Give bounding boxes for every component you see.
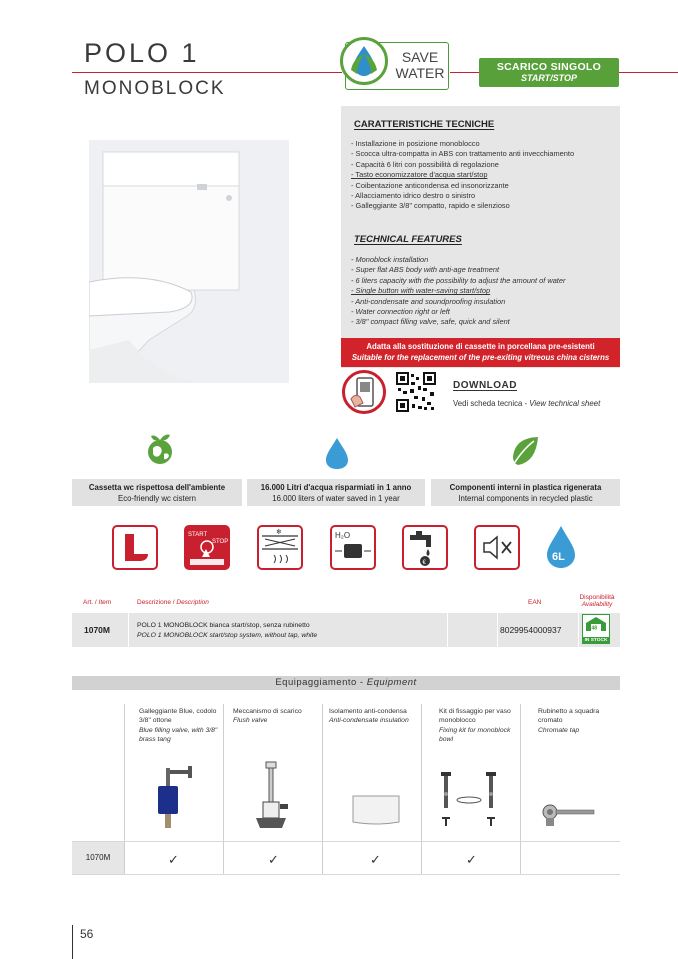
equipment-item-code: 1070M	[72, 842, 124, 874]
check-icon: ✓	[268, 852, 279, 867]
specs-list-it	[351, 139, 616, 212]
page-number: 56	[80, 927, 94, 941]
col-header-item	[83, 599, 111, 606]
item-description	[137, 621, 317, 640]
leaf-icon	[508, 434, 542, 468]
equipment-item-label-en: Fixing kit for monoblock bowl	[439, 726, 511, 744]
water-drop-icon	[320, 436, 354, 470]
col-header-availability-label-en: Availability	[581, 601, 613, 608]
list-item: - Allacciamento idrico destro o sinistro	[351, 191, 616, 201]
h2o-insulation-icon	[330, 525, 376, 570]
capacity-label: 6L	[552, 551, 565, 563]
warehouse-icon	[585, 616, 607, 632]
technical-sheet-label-en: View technical sheet	[529, 399, 601, 408]
in-stock-label: IN STOCK	[584, 638, 608, 643]
water-saving-tap-icon	[402, 525, 448, 570]
equipment-item-label: Isolamento anti-condensa	[329, 708, 407, 715]
h2o-label: H₂O	[335, 531, 351, 540]
equipment-item-label: Meccanismo di scarico	[233, 708, 302, 715]
col-header-ean: EAN	[528, 599, 542, 606]
ean-code: 8029954000937	[500, 625, 562, 635]
anti-condensate-icon	[257, 525, 303, 570]
equipment-header	[72, 676, 620, 690]
page-number-rule	[72, 925, 73, 959]
list-item: - Galleggiante 3/8" compatto, rapido e silenzioso	[351, 201, 616, 211]
flush-mode-label: START/STOP	[520, 73, 577, 83]
save-water-logo	[340, 37, 388, 85]
chrome-tap-image	[538, 798, 598, 830]
col-header-availability-label: Disponibilità	[579, 594, 615, 601]
qr-code-icon[interactable]	[396, 372, 436, 412]
list-item: - Super flat ABS body with anti-age treatment	[351, 265, 616, 275]
save-label: SAVE	[401, 49, 439, 65]
col-header-description-label: Descrizione /	[137, 599, 177, 606]
technical-specs-panel	[341, 106, 620, 368]
list-item: - 3/8" compact filling valve, safe, quick and silent	[351, 317, 616, 327]
filling-valve-image	[152, 762, 202, 832]
col-header-description	[137, 599, 209, 606]
save-water-badge	[345, 42, 449, 90]
item-description-it: POLO 1 MONOBLOCK bianca start/stop, senza rubinetto	[137, 622, 310, 629]
technical-sheet-label-it: Vedi scheda tecnica -	[453, 399, 530, 408]
equipment-item	[439, 707, 517, 745]
specs-heading-it: CARATTERISTICHE TECNICHE	[354, 119, 495, 130]
check-icon: ✓	[466, 852, 477, 867]
start-stop-icon	[184, 525, 230, 570]
start-label: START	[188, 532, 208, 538]
flush-type-badge	[479, 58, 619, 87]
insulation-image	[350, 792, 402, 828]
equipment-title-en: Equipment	[366, 677, 417, 688]
list-item: - Anti-condensate and soundproofing insulation	[351, 297, 616, 307]
list-item: - Tasto economizzatore d'acqua start/stop	[351, 170, 616, 180]
smartphone-scan-icon[interactable]	[342, 370, 386, 414]
col-header-availability	[576, 594, 618, 608]
col-header-item-label: Art. /	[83, 599, 99, 606]
list-item: - Coibentazione anticondensa ed insonorizzante	[351, 181, 616, 191]
table-row	[72, 613, 620, 647]
product-image	[89, 140, 289, 383]
monoblock-icon	[112, 525, 158, 570]
flush-valve-image	[252, 760, 292, 832]
eco-feature-text: 16.000 liters of water saved in 1 year	[272, 494, 400, 503]
list-item: - Scocca ultra-compatta in ABS con trattamento anti invecchiamento	[351, 149, 616, 159]
equipment-item-label-en: Flush valve	[233, 717, 268, 725]
banner-text-en: Suitable for the replacement of the pre-exiting vitreous china cisterns	[351, 353, 610, 362]
list-item: - Single button with water-saving start/stop	[351, 286, 616, 296]
eco-feature-box	[431, 479, 620, 506]
list-item: - Capacità 6 litri con possibilità di regolazione	[351, 160, 616, 170]
equipment-item-label-en: Blue filling valve, with 3/8" brass tang	[139, 726, 218, 744]
fixing-kit-image	[436, 770, 504, 832]
water-label: WATER	[395, 65, 445, 81]
col-header-item-label-en: Item	[98, 599, 112, 606]
page-title: POLO 1	[84, 38, 200, 68]
stock-count: 48	[591, 625, 598, 632]
eco-feature-text: Internal components in recycled plastic	[458, 494, 593, 503]
list-item: - 6 liters capacity with the possibility to adjust the amount of water	[351, 276, 616, 286]
eco-feature-title: Cassetta wc rispettosa dell'ambiente	[88, 483, 226, 492]
specs-list-en	[351, 255, 616, 328]
equipment-item-label-en: Chromate tap	[538, 726, 580, 734]
silent-icon	[474, 525, 520, 570]
item-code: 1070M	[84, 625, 110, 635]
replacement-banner	[341, 338, 620, 367]
equipment-item	[538, 707, 600, 735]
eco-feature-text: Eco-friendly wc cistern	[118, 494, 196, 503]
equipment-title-it: Equipaggiamento -	[275, 677, 367, 688]
list-item: - Monoblock installation	[351, 255, 616, 265]
download-link[interactable]: DOWNLOAD	[453, 380, 517, 391]
equipment-item-label: Rubinetto a squadra cromato	[538, 708, 600, 725]
list-item: - Water connection right or left	[351, 307, 616, 317]
eco-feature-title: 16.000 Litri d'acqua risparmiati in 1 anno	[260, 483, 412, 492]
capacity-6l-icon	[544, 524, 578, 570]
check-icon: ✓	[168, 852, 179, 867]
equipment-item	[233, 707, 319, 726]
in-stock-badge	[582, 614, 610, 644]
title-divider	[72, 72, 342, 73]
item-description-en: POLO 1 MONOBLOCK start/stop system, without tap, white	[137, 631, 318, 639]
list-item: - Installazione in posizione monoblocco	[351, 139, 616, 149]
equipment-item-label: Galleggiante Blue, codolo 3/8" ottone	[139, 708, 217, 725]
equipment-item	[139, 707, 219, 745]
water-drop-leaf-icon	[343, 40, 385, 82]
eco-feature-box	[247, 479, 425, 506]
eco-feature-box	[72, 479, 242, 506]
equipment-item-label: Kit di fissaggio per vaso monoblocco	[439, 708, 511, 725]
globe-leaf-icon	[143, 432, 177, 466]
check-icon: ✓	[370, 852, 381, 867]
col-header-description-label-en: Description	[176, 599, 209, 606]
equipment-item	[329, 707, 419, 726]
banner-text-it: Adatta alla sostituzione di cassette in porcellana pre-esistenti	[366, 342, 595, 351]
equipment-item-label-en: Anti-condensate insulation	[329, 717, 409, 725]
flush-type-label: SCARICO SINGOLO	[496, 61, 602, 73]
technical-sheet-link[interactable]	[453, 399, 600, 408]
page-subtitle: MONOBLOCK	[84, 78, 226, 99]
euro-label: €	[422, 560, 426, 566]
specs-heading-en: TECHNICAL FEATURES	[354, 234, 462, 245]
stop-label: STOP	[212, 539, 228, 545]
svg-text:❄: ❄	[276, 528, 282, 536]
eco-feature-title: Componenti interni in plastica rigenerata	[449, 483, 602, 492]
